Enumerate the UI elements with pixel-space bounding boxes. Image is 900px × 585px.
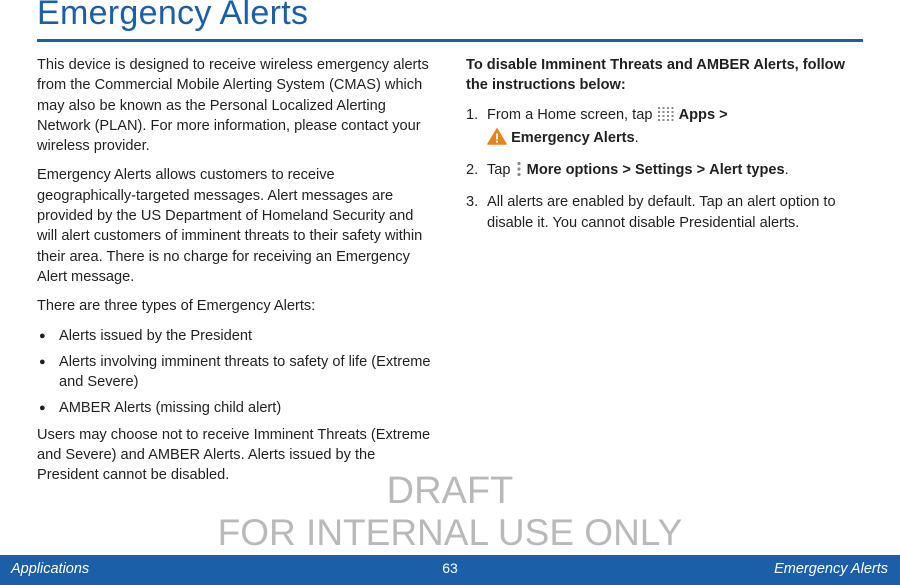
watermark-draft: DRAFT: [386, 470, 514, 512]
description-paragraph: Emergency Alerts allows customers to receive geographically-targeted messages. Alert messages are provided by the US Department of Homeland Security and will alert customers of imminent threats to their safety within their area. There is no charge for receiving an Emergency Alert message.: [37, 167, 423, 285]
list-item: ● AMBER Alerts (missing child alert): [37, 398, 437, 418]
page-title: Emergency Alerts: [37, 0, 309, 32]
list-item: ● Alerts involving imminent threats to safety of life (Extreme and Severe): [39, 353, 431, 391]
alert-types-list: [37, 326, 437, 419]
page-number: 63: [442, 560, 458, 576]
more-options-icon: [515, 161, 523, 183]
bullet-icon: ●: [39, 402, 46, 415]
alert-types-label: Alert types: [709, 162, 785, 179]
footer-section: Applications: [11, 561, 90, 577]
apps-grid-icon: [657, 106, 675, 128]
settings-label: Settings: [634, 162, 693, 179]
warning-triangle-icon: [487, 128, 507, 151]
emergency-alerts-label: Emergency Alerts: [511, 129, 635, 146]
instructions-steps: [466, 105, 866, 233]
bullet-icon: ●: [39, 329, 46, 342]
step-3: 3. All alerts are enabled by default. Tap an alert option to disable it. You cannot disable Presidential alerts.: [466, 194, 836, 231]
intro-paragraph: This device is designed to receive wireless emergency alerts from the Commercial Mobile Alerting System (CMAS) which may also be known as the Personal Localized Alerting Network (PLAN). For more information, please contact your wireless provider.: [37, 57, 429, 155]
list-item: ● Alerts issued by the President: [37, 326, 437, 346]
closing-paragraph: Users may choose not to receive Imminent Threats (Extreme and Severe) and AMBER Alerts. Alerts issued by the President cannot be disabled.: [37, 426, 431, 484]
bullet-icon: ●: [39, 355, 46, 368]
step-1: 1. From a Home screen, tap Apps > Emergency Alerts.: [466, 105, 866, 152]
right-column: [466, 55, 866, 242]
footer-chapter: Emergency Alerts: [774, 561, 888, 577]
page-footer: [0, 555, 900, 585]
apps-label: Apps: [678, 106, 716, 123]
watermark-internal: FOR INTERNAL USE ONLY: [217, 512, 683, 553]
instructions-heading: To disable Imminent Threats and AMBER Alerts, follow the instructions below:: [466, 57, 845, 94]
types-intro: There are three types of Emergency Alerts:: [37, 298, 316, 315]
left-column: [37, 55, 437, 495]
more-options-label: More options: [526, 162, 619, 179]
step-2: 2. Tap More options > Settings > Alert types.: [466, 160, 866, 183]
title-divider: [37, 39, 863, 42]
